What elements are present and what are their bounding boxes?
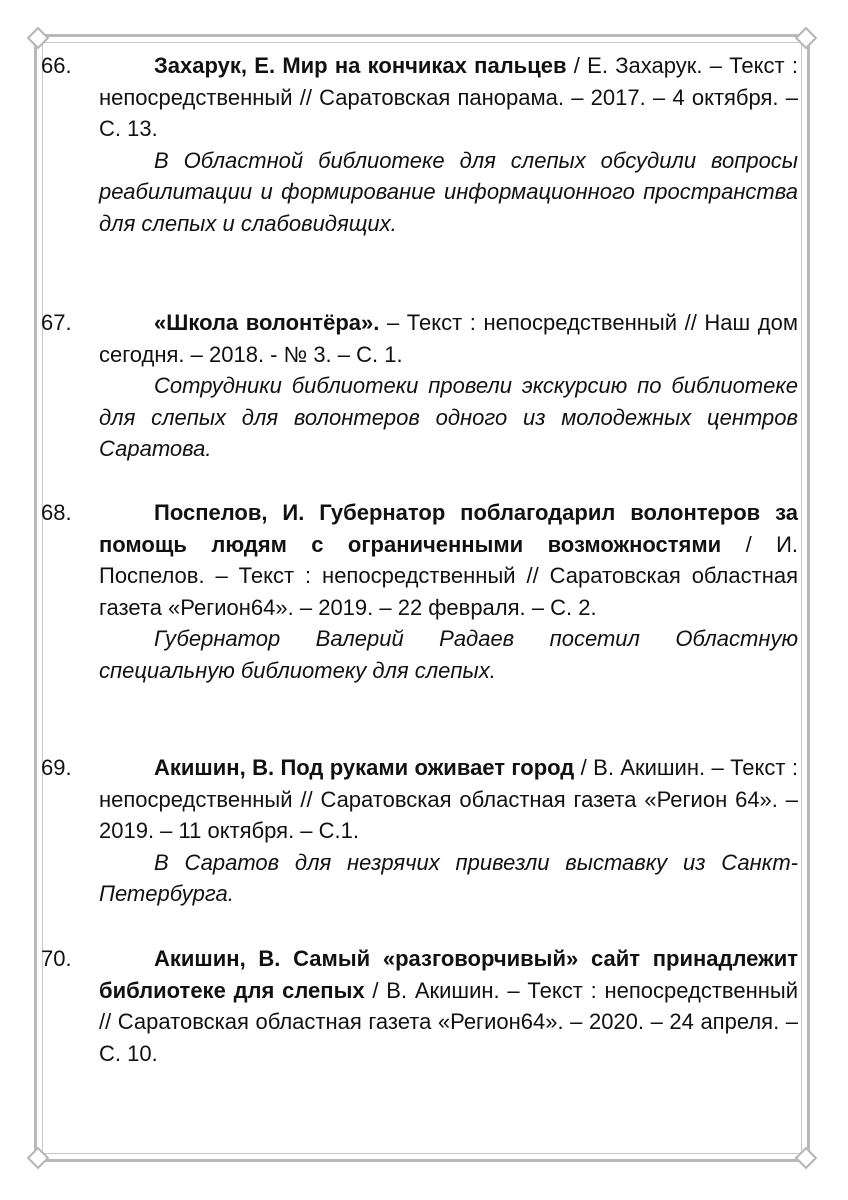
entry-title: Акишин, В. Самый «разговорчивый» сайт принадлежит библиотеке для слепых [99, 946, 798, 1003]
entry-citation [99, 943, 798, 1069]
entry-details: / Е. Захарук. – Текст : непосредственный // Саратовская панорама. – 2017. – 4 октября. – С. 13. [99, 53, 798, 141]
entry-annotation: Сотрудники библиотеки провели экскурсию по библиотеке для слепых для волонтеров одного из молодежных центров Саратова. [99, 373, 798, 461]
entry-number: 68. [41, 500, 72, 525]
entry-annotation: Губернатор Валерий Радаев посетил Областную специальную библиотеку для слепых. [99, 626, 798, 683]
entry-title: Акишин, В. Под руками оживает город [154, 755, 575, 780]
entry-details: / В. Акишин. – Текст : непосредственный // Саратовская областная газета «Регион 64». – 2019. – 11 октября. – С.1. [99, 755, 798, 843]
entry-title: Захарук, Е. Мир на кончиках пальцев [154, 53, 567, 78]
entry-citation [99, 497, 798, 623]
entry-text [99, 307, 798, 465]
entry-title: «Школа волонтёра». [154, 310, 380, 335]
entry-number: 70. [41, 946, 72, 971]
entry-citation [99, 50, 798, 145]
entry-citation [99, 307, 798, 370]
entry-number: 69. [41, 755, 72, 780]
entry-details: – Текст : непосредственный // Наш дом сегодня. – 2018. - № 3. – С. 1. [99, 310, 798, 367]
entry-annotation: В Саратов для незрячих привезли выставку из Санкт-Петербурга. [99, 849, 798, 906]
entry-text [99, 497, 798, 686]
entry-text [99, 50, 798, 239]
entry-citation [99, 752, 798, 847]
entry-details: / И. Поспелов. – Текст : непосредственный // Саратовская областная газета «Регион64». – 2019. – 22 февраля. – С. 2. [99, 531, 799, 620]
entry-title: Поспелов, И. Губернатор поблагодарил волонтеров за помощь людям с ограниченными возможностями [99, 500, 798, 557]
entry-text [99, 752, 798, 910]
entry-details: / В. Акишин. – Текст : непосредственный // Саратовская областная газета «Регион64». – 2020. – 24 апреля. – С. 10. [99, 977, 798, 1066]
entry-number: 67. [41, 310, 72, 335]
entry-text [99, 943, 798, 1069]
entry-number: 66. [41, 53, 72, 78]
entry-annotation: В Областной библиотеке для слепых обсудили вопросы реабилитации и формирование информационного пространства для слепых и слабовидящих. [99, 147, 798, 236]
